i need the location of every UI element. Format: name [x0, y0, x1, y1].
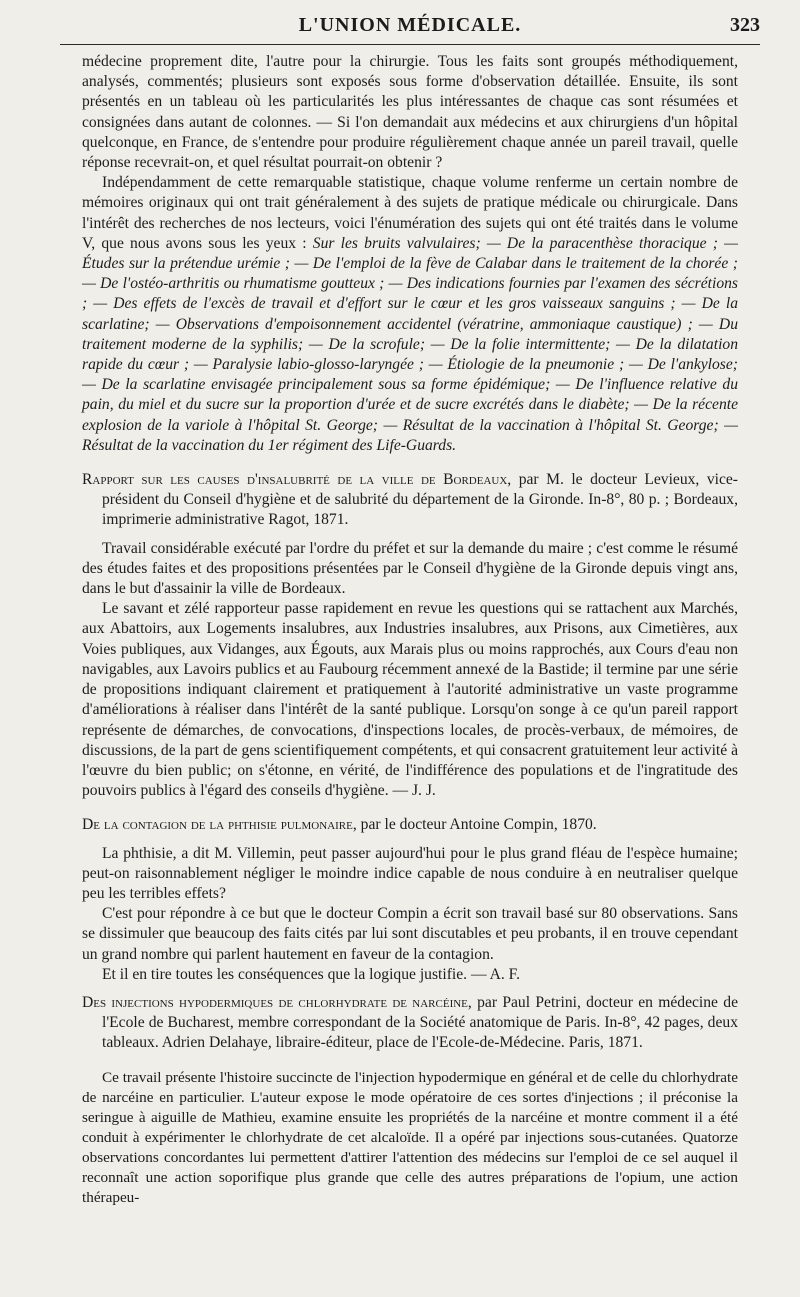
paragraph: médecine proprement dite, l'autre pour la chirurgie. Tous les faits sont groupés méthodiquement, analysés, commentés; plusieurs sont exposés sous forme d'observation détaillée. Ensuite, ils sont présentés en un tableau où les particularités les plus intéressantes de chaque cas sont résumées et consignées dans autant de colonnes. — Si l'on demandait aux médecins et aux chirurgiens d'un hôpital quelconque, en France, de s'entendre pour produire régulièrement chaque année un pareil travail, quelle réponse recevrait-on, et quel résultat pourrait-on obtenir ? [82, 53, 738, 172]
paragraph: C'est pour répondre à ce but que le docteur Compin a écrit son travail basé sur 80 observations. Sans se dissimuler que beaucoup des faits cités par lui sont discutables et peu probants, il en trouve cependant un grand nombre qui parlent hautement en faveur de la contagion. [82, 905, 738, 963]
paragraph: Ce travail présente l'histoire succincte de l'injection hypodermique en général et de celle du chlorhydrate de narcéine en particulier. L'auteur expose le mode opératoire de ces sortes d'injections ; il préconise la seringue à aiguille de Mathieu, examine ensuite les propriétés de la narcéine et montre comment il a été conduit à expérimenter le chlorhydrate de cet alcaloïde. Il a opéré par injections sous-cutanées. Quatorze observations concordantes lui permettent d'attirer l'attention des médecins sur l'emploi de ce sel auquel il reconnaît une action soporifique plus grande que celle des autres préparations de l'opium, une action thérapeu- [82, 1068, 738, 1206]
paragraph: Travail considérable exécuté par l'ordre du préfet et sur la demande du maire ; c'est comme le résumé des études faites et des propositions présentées par le Conseil d'hygiène de la Gironde depuis vingt ans, dans le but d'assainir la ville de Bordeaux. [82, 539, 738, 598]
review-title-main: Rapport sur les causes d'insalubrité de la ville de Bordeaux, [82, 471, 512, 489]
paragraph: Le savant et zélé rapporteur passe rapidement en revue les questions qui se rattachent aux Marchés, aux Abattoirs, aux Logements insalubres, aux Industries insalubres, aux Prisons, aux Cimetières, aux Voies publiques, aux Vidanges, aux Égouts, aux Marais plus ou moins rapprochés, aux Cours d'eau non navigables, aux Lavoirs publics et au Faubourg récemment annexé de la Bastide; il termine par une série de propositions indiquant clairement et pratiquement à l'autorité administrative un vaste programme d'améliorations à réaliser dans l'intérêt de la santé publique. Lorsqu'on songe à ce qu'un pareil rapport représente de démarches, de convocations, d'inspections locales, de procès-verbaux, de mémoires, de discussions, de la part de gens scientifiquement compétents, et qui consacrent gratuitement leur activité à l'œuvre du bien public; on s'étonne, en vérité, de l'indifférence des populations et de l'ingratitude des pouvoirs publics à l'égard des conseils d'hygiène. — J. J. [82, 600, 738, 800]
journal-title: L'UNION MÉDICALE. [298, 14, 522, 36]
review-title-details: par le docteur Antoine Compin, 1870. [360, 816, 597, 834]
paragraph: Et il en tire toutes les conséquences que la logique justifie. — A. F. [102, 965, 520, 983]
paragraph-volume-contents [82, 173, 738, 456]
subject-list: Sur les bruits valvulaires; — De la paracenthèse thoracique ; — Études sur la prétendue urémie ; — De l'emploi de la fève de Calabar dans le traitement de la chorée ; — De l'ostéo-arthritis ou rhumatisme goutteux ; — Des indications fournies par l'examen des sécrétions ; — Des effets de l'excès de travail et d'effort sur le cœur et les gros vaisseaux sanguins ; — De la scarlatine; — Observations d'empoisonnement accidentel (vératrine, ammoniaque caustique) ; — Du traitement moderne de la syphilis; — De la scrofule; — De la folie intermittente; — De la dilatation rapide du cœur ; — Paralysie labio-glosso-laryngée ; — Étiologie de la pneumonie ; — De l'ankylose; — De la scarlatine envisagée principalement sous sa forme épidémique; — De l'influence relative du pain, du miel et du sucre sur la proportion d'urée et de sucre excrétés dans le diabète; — De la récente explosion de la variole à l'hôpital St. George; — Résultat de la vaccination à l'hôpital St. George; — Résultat de la vaccination du 1er régiment des Life-Guards. [82, 234, 738, 454]
review-title-phthisie [82, 815, 738, 835]
review-title-details: par M. le docteur Levieux, vice-président du Conseil d'hygiène et de salubrité du département de la Gironde. In-8°, 80 p. ; Bordeaux, imprimerie administrative Ragot, 1871. [102, 471, 738, 529]
page-body [82, 52, 738, 1208]
review-title-main: Des injections hypodermiques de chlorhydrate de narcéine, [82, 993, 472, 1011]
review-title-narceine [82, 993, 738, 1054]
review-title-bordeaux [82, 470, 738, 531]
review-title-main: De la contagion de la phthisie pulmonaire, [82, 816, 357, 834]
page-number: 323 [730, 14, 760, 36]
paragraph: La phthisie, a dit M. Villemin, peut passer aujourd'hui pour le plus grand fléau de l'espèce humaine; peut-on raisonnablement négliger le moindre indice capable de nous conduire à en neutraliser quelque peu les terribles effets? [82, 844, 738, 902]
running-header [60, 10, 760, 45]
paragraph-intro: Indépendamment de cette remarquable statistique, chaque volume renferme un certain nombre de mémoires originaux qui ont trait généralement à des sujets de pratique médicale ou chirurgicale. Dans l'intérêt des recherches de nos lecteurs, voici l'énumération des sujets qui ont été traités dans le volume V, que nous avons sous les yeux : [82, 174, 738, 252]
review-title-details: par Paul Petrini, docteur en médecine de l'Ecole de Bucharest, membre correspondant de la Société anatomique de Paris. In-8°, 42 pages, deux tableaux. Adrien Delahaye, libraire-éditeur, place de l'Ecole-de-Médecine. Paris, 1871. [102, 993, 738, 1052]
